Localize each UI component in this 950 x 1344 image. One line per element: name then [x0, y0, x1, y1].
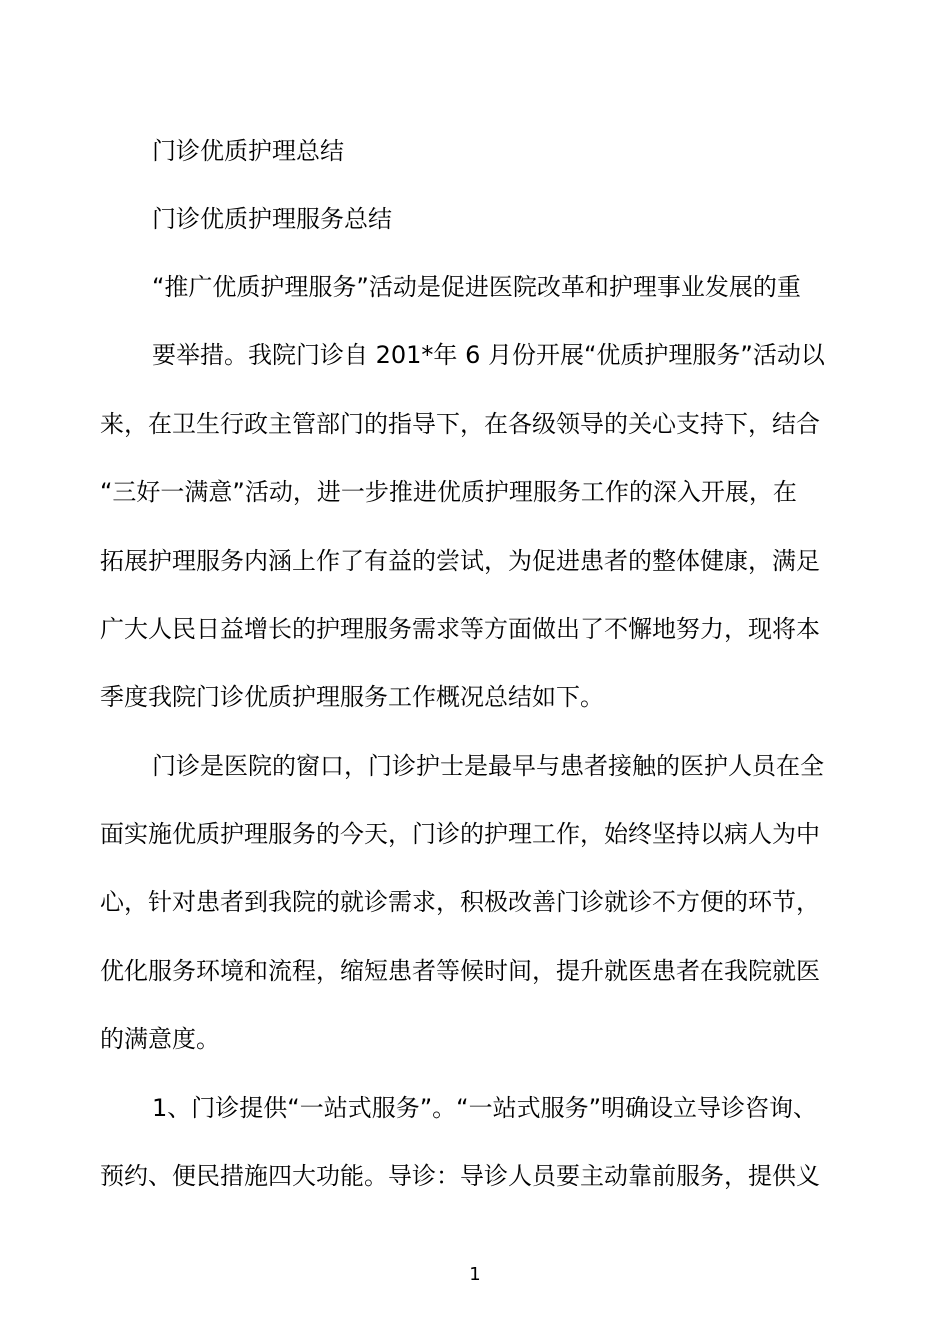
- paragraph-line: 预约、便民措施四大功能。导诊：导诊人员要主动靠前服务，提供义: [100, 1162, 820, 1190]
- paragraph-line: 心，针对患者到我院的就诊需求，积极改善门诊就诊不方便的环节，: [100, 888, 820, 916]
- page-number: 1: [469, 1264, 481, 1285]
- paragraph-line: 优化服务环境和流程，缩短患者等候时间，提升就医患者在我院就医: [100, 957, 820, 985]
- paragraph-line: “三好一满意”活动，进一步推进优质护理服务工作的深入开展，在: [100, 478, 797, 506]
- paragraph-line: 来，在卫生行政主管部门的指导下，在各级领导的关心支持下，结合: [100, 410, 820, 438]
- paragraph-line: 1、门诊提供“一站式服务”。“一站式服务”明确设立导诊咨询、: [152, 1094, 818, 1122]
- paragraph-line: 拓展护理服务内涵上作了有益的尝试，为促进患者的整体健康，满足: [100, 547, 820, 575]
- document-title: 门诊优质护理总结: [152, 137, 344, 165]
- paragraph-line: 季度我院门诊优质护理服务工作概况总结如下。: [100, 683, 604, 711]
- paragraph-line: 要举措。我院门诊自 201*年 6 月份开展“优质护理服务”活动以: [152, 341, 825, 369]
- paragraph-line: “推广优质护理服务”活动是促进医院改革和护理事业发展的重: [152, 273, 801, 301]
- paragraph-line: 广大人民日益增长的护理服务需求等方面做出了不懈地努力，现将本: [100, 615, 820, 643]
- document-subtitle: 门诊优质护理服务总结: [152, 205, 392, 233]
- paragraph-line: 门诊是医院的窗口，门诊护士是最早与患者接触的医护人员在全: [152, 752, 824, 780]
- paragraph-line: 面实施优质护理服务的今天，门诊的护理工作，始终坚持以病人为中: [100, 820, 820, 848]
- paragraph-line: 的满意度。: [100, 1025, 220, 1053]
